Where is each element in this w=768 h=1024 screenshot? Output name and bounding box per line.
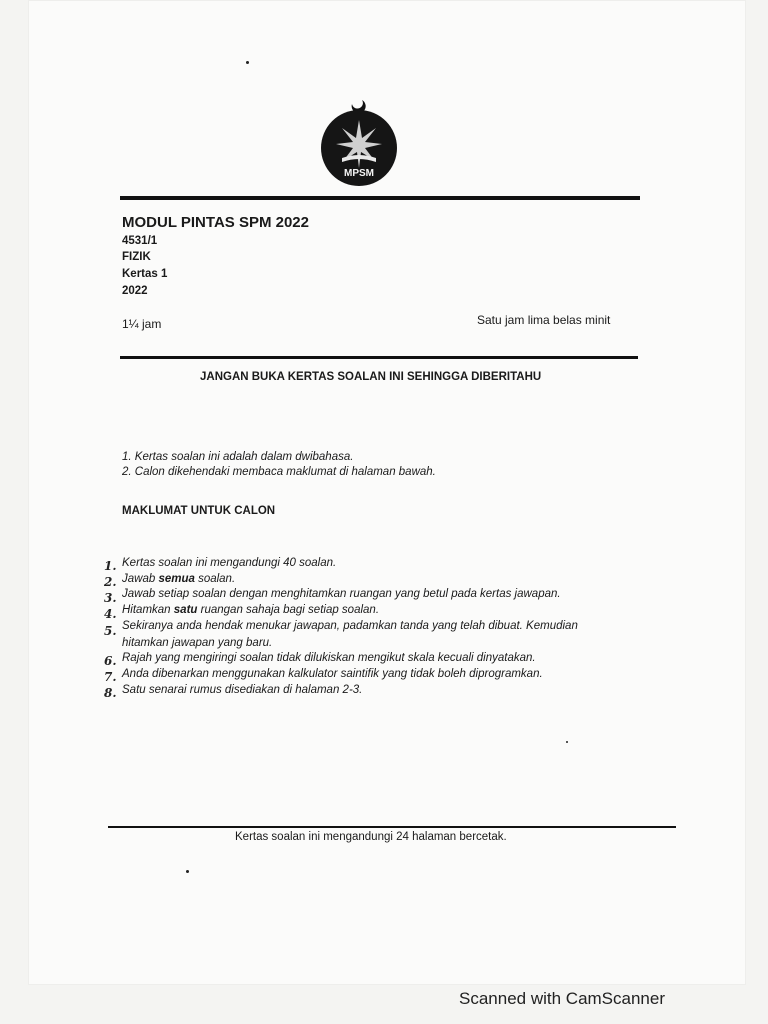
speck: [246, 61, 249, 64]
info-item: Sekiranya anda hendak menukar jawapan, padamkan tanda yang telah dibuat. Kemudian: [122, 620, 578, 632]
duration-words: Satu jam lima belas minit: [477, 313, 611, 327]
top-rule: [120, 196, 640, 200]
middle-rule: [120, 356, 638, 359]
footer-rule: [108, 826, 676, 828]
info-item: Hitamkan satu ruangan sahaja bagi setiap soalan.: [122, 604, 380, 616]
paper-number: Kertas 1: [122, 268, 168, 280]
info-item: Jawab semua soalan.: [122, 573, 236, 585]
scanner-watermark: Scanned with CamScanner: [459, 989, 666, 1008]
handwritten-number-3: 3.: [104, 591, 117, 605]
page-count-note: Kertas soalan ini mengandungi 24 halaman bercetak.: [235, 831, 507, 843]
info-item: Jawab setiap soalan dengan menghitamkan ruangan yang betul pada kertas jawapan.: [122, 588, 561, 600]
info-item: Satu senarai rumus disediakan di halaman 2-3.: [122, 684, 363, 696]
handwritten-number-7: 7.: [104, 670, 117, 684]
instruction-2: 2. Calon dikehendaki membaca maklumat di halaman bawah.: [122, 466, 436, 478]
speck: [566, 741, 568, 743]
info-item: Anda dibenarkan menggunakan kalkulator saintifik yang tidak boleh diprogramkan.: [122, 668, 543, 680]
handwritten-number-4: 4.: [104, 607, 117, 621]
do-not-open-warning: JANGAN BUKA KERTAS SOALAN INI SEHINGGA DIBERITAHU: [200, 371, 542, 383]
svg-text:MPSM: MPSM: [344, 168, 374, 179]
handwritten-number-1: 1.: [104, 559, 117, 573]
page-title: MODUL PINTAS SPM 2022: [122, 214, 309, 231]
subject: FIZIK: [122, 251, 151, 263]
speck: [186, 870, 189, 873]
info-item: Rajah yang mengiringi soalan tidak dilukiskan mengikut skala kecuali dinyatakan.: [122, 652, 536, 664]
duration: 1¼ jam: [122, 317, 162, 331]
mpsm-logo: [318, 98, 400, 188]
info-heading: MAKLUMAT UNTUK CALON: [122, 505, 276, 517]
handwritten-number-6: 6.: [104, 654, 117, 668]
info-item-continuation: hitamkan jawapan yang baru.: [122, 637, 273, 649]
paper-code: 4531/1: [122, 235, 158, 247]
info-item: Kertas soalan ini mengandungi 40 soalan.: [122, 557, 337, 569]
year: 2022: [122, 285, 148, 297]
instruction-1: 1. Kertas soalan ini adalah dalam dwibahasa.: [122, 451, 354, 463]
handwritten-number-5: 5.: [104, 624, 117, 638]
handwritten-number-2: 2.: [104, 575, 117, 589]
handwritten-number-8: 8.: [104, 686, 117, 700]
